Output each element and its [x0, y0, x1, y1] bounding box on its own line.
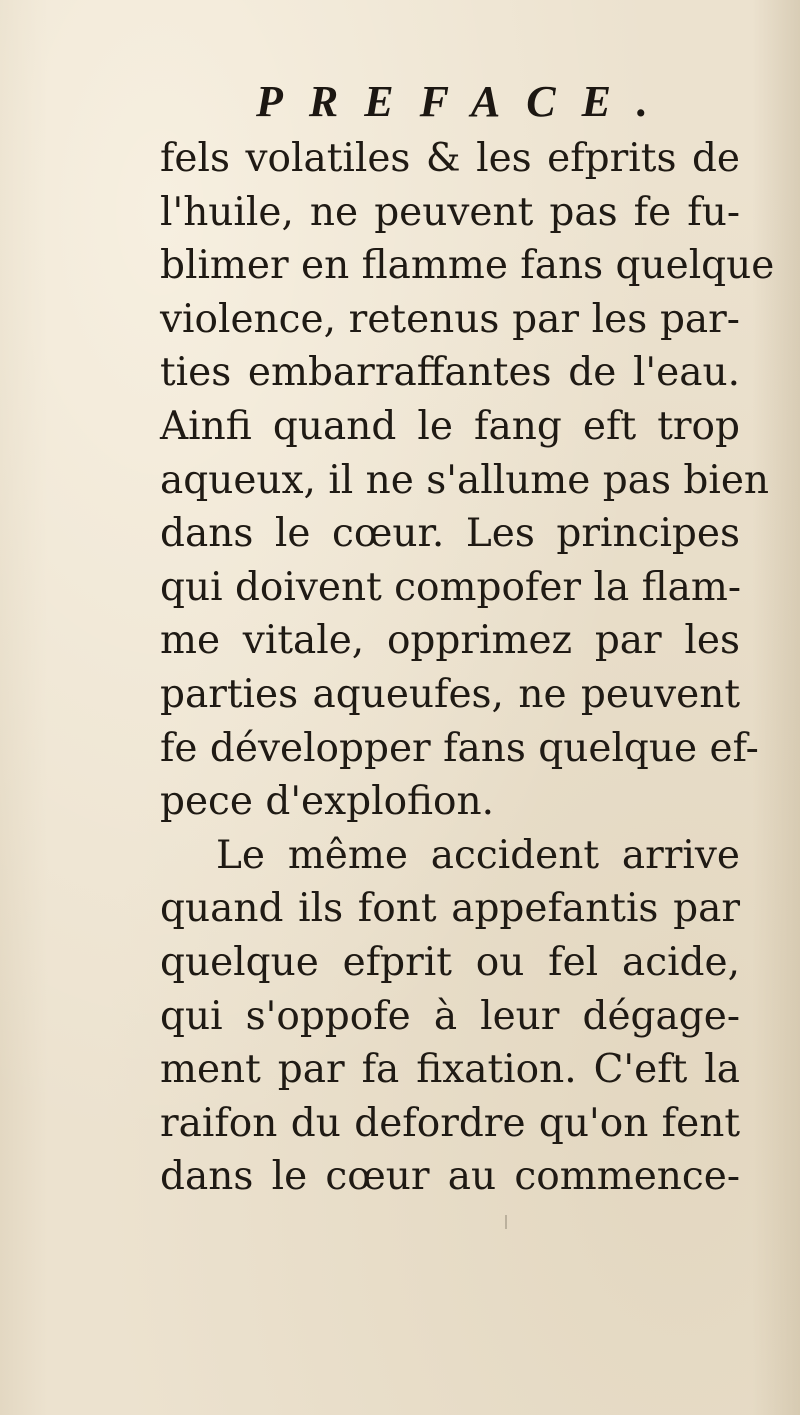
- text-line: pece d'explofion.: [160, 779, 495, 825]
- running-head: PREFACE.: [256, 77, 674, 126]
- text-line: me vitale, opprimez par les: [160, 618, 740, 664]
- text-line: aqueux, il ne s'allume pas bien: [160, 457, 770, 503]
- text-line: quand ils font appefantis par: [160, 886, 740, 932]
- text-line: parties aqueufes, ne peuvent: [160, 671, 740, 717]
- text-line: ties embarraffantes de l'eau.: [160, 350, 740, 396]
- text-line: violence, retenus par les par-: [160, 296, 740, 342]
- text-line: quelque efprit ou fel acide,: [160, 939, 740, 985]
- text-line: qui doivent compofer la flam-: [160, 564, 742, 610]
- text-line: blimer en flamme fans quelque: [160, 243, 775, 289]
- text-line: qui s'oppofe à leur dégage-: [160, 993, 740, 1039]
- print-mark: [505, 1215, 507, 1229]
- body-text: [160, 132, 775, 1204]
- text-line: dans le cœur. Les principes: [160, 511, 740, 557]
- text-line: Ainfi quand le fang eft trop: [160, 403, 740, 449]
- text-line: dans le cœur au commence-: [160, 1154, 740, 1200]
- text-line: Le même accident arrive: [216, 832, 740, 878]
- text-line: fe développer fans quelque ef-: [160, 725, 759, 771]
- text-line: fels volatiles & les efprits de: [160, 136, 740, 181]
- text-line: raifon du defordre qu'on fent: [160, 1100, 740, 1146]
- text-line: ment par fa fixation. C'eft la: [160, 1047, 740, 1093]
- text-line: l'huile, ne peuvent pas fe fu-: [160, 189, 740, 235]
